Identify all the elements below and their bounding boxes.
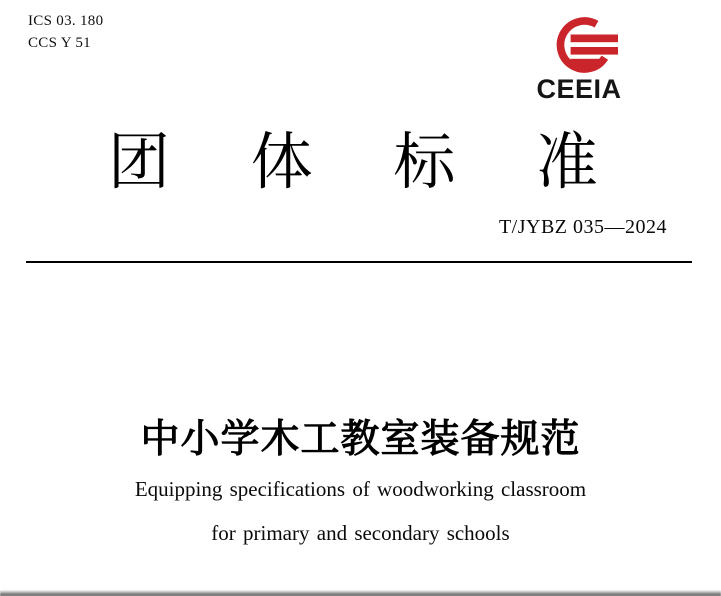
divider-rule [26,261,692,263]
document-title-en-line2: for primary and secondary schools [211,521,510,545]
logo-bar-top [571,35,618,43]
ceeia-logo-text: CEEIA [536,74,622,104]
scan-edge-shadow [0,590,721,596]
ics-code: ICS 03. 180 [28,13,104,29]
ceeia-logo [514,12,644,102]
classification-codes [28,10,103,54]
standard-type-char: 标 [393,129,456,197]
standard-type-char: 体 [250,129,313,197]
ccs-code: CCS Y 51 [28,35,91,51]
standard-number: T/JYBZ 035—2024 [498,216,667,238]
document-title-en-line1: Equipping specifications of woodworking classroom [134,477,587,501]
ceeia-logo-mark [554,12,620,76]
standard-type-char: 准 [535,129,598,197]
document-title-zh: 中小学木工教室装备规范 [140,418,581,461]
logo-bar-bottom [571,59,600,66]
standard-type-title [108,130,598,196]
standard-type-char: 团 [108,129,171,197]
logo-bar-middle [571,47,618,55]
